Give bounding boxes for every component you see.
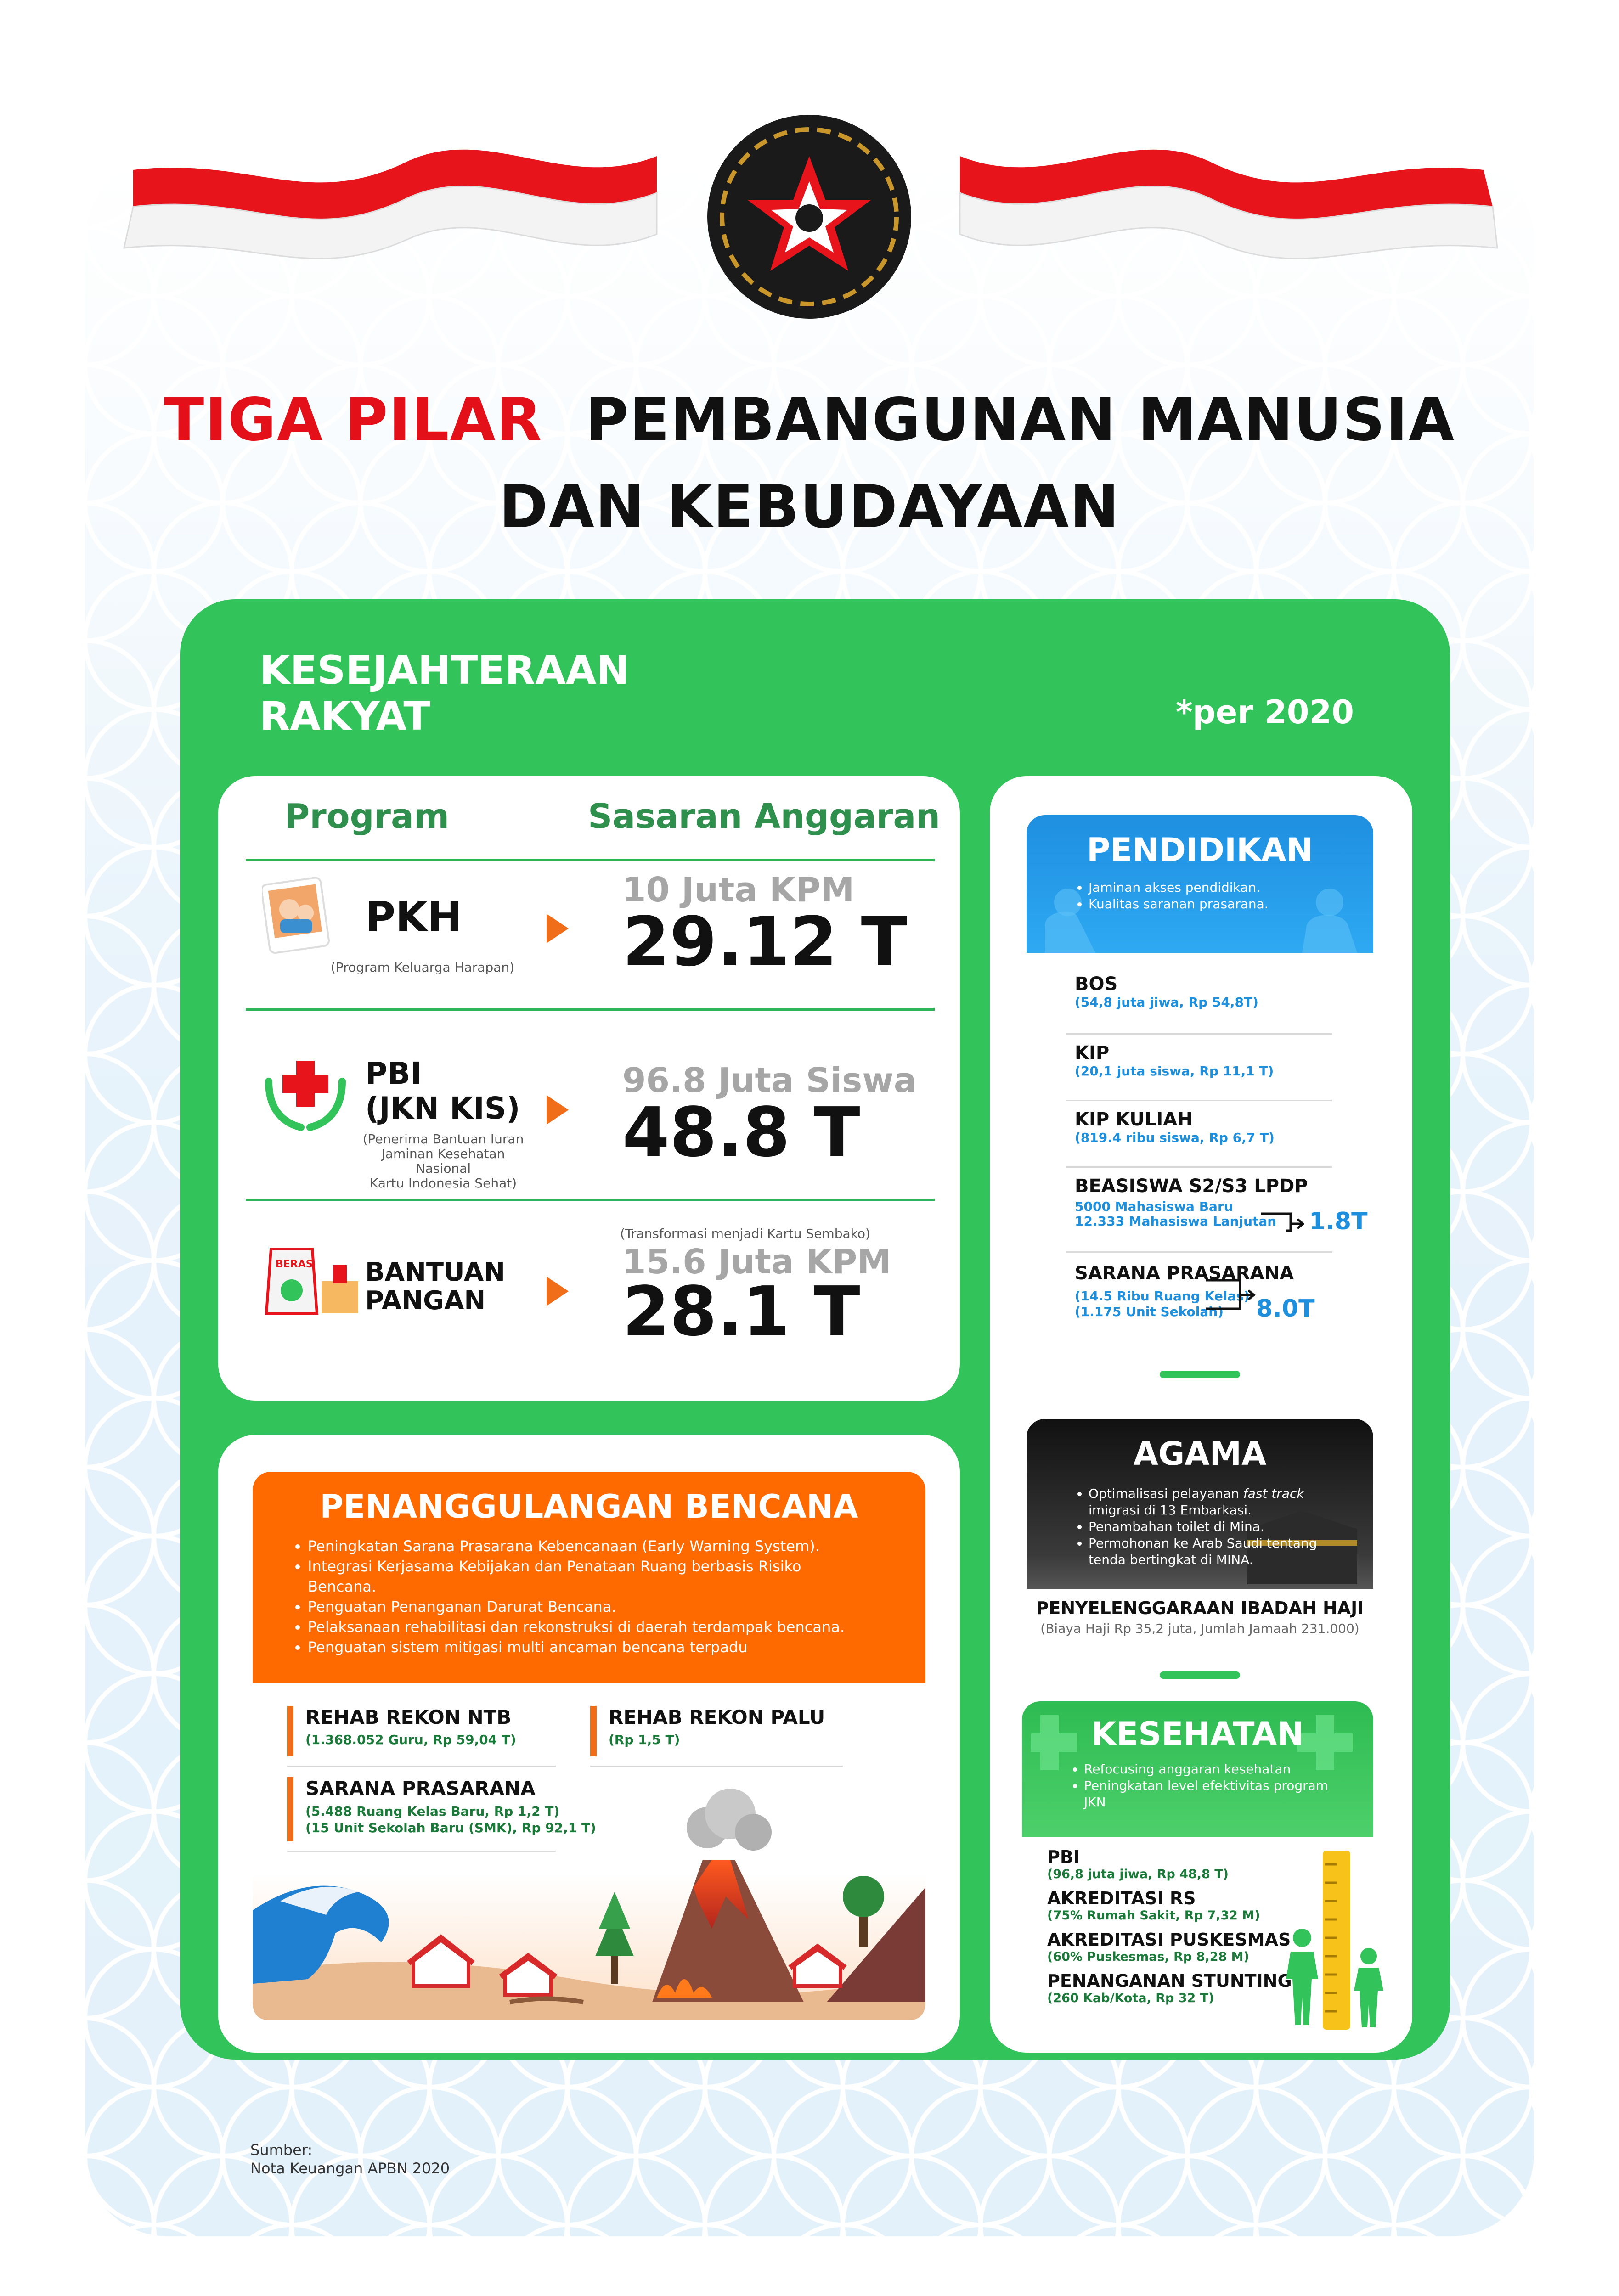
bencana-bullet: • Penguatan Penanganan Darurat Bencana. [308,1597,925,1617]
height-ruler-kids-icon [1281,1851,1387,2030]
table-divider [246,859,935,861]
bencana-bullet-line1: Integrasi Kerjasama Kebijakan dan Penataan Ruang berbasis Risiko [308,1558,801,1575]
government-emblem [705,113,914,321]
row-pbi-name-line2: (JKN KIS) [365,1091,520,1126]
section-title [259,647,629,739]
row-pbi-sub-line2: Jaminan Kesehatan Nasional [381,1146,505,1176]
source-text: Nota Keuangan APBN 2020 [250,2160,450,2177]
item-title: KIP KULIAH [1075,1109,1193,1130]
bencana-title: PENANGGULANGAN BENCANA [320,1488,858,1525]
sarana-value: 8.0T [1256,1295,1315,1322]
row-pkh-value: 29.12 T [622,902,908,981]
divider [1066,1251,1332,1253]
row-pbi-name-line1: PBI [365,1056,422,1091]
kesehatan-items [1047,1848,1292,2007]
item-sub-line1: (5.488 Ruang Kelas Baru, Rp 1,2 T) [305,1804,560,1819]
row-pangan-value: 28.1 T [622,1272,860,1351]
item-title: REHAB REKON PALU [609,1706,825,1728]
bencana-item-ntb [305,1706,516,1747]
item-sub: (20,1 juta siswa, Rp 11,1 T) [1075,1064,1274,1079]
item-sub: (260 Kab/Kota, Rp 32 T) [1047,1991,1214,2005]
col-target-header: Sasaran Anggaran [588,797,941,836]
section-title-line1: KESEJAHTERAAN [259,647,630,693]
agama-header [1027,1419,1373,1589]
row-pangan-name-line1: BANTUAN [365,1257,506,1287]
agama-bullet: • Penambahan toilet di Mina. [1089,1519,1364,1535]
kesehatan-title: KESEHATAN [1091,1715,1304,1753]
bracket-arrow-icon [1258,1210,1304,1238]
item-sub-line2: 12.333 Mahasiswa Lanjutan [1075,1214,1277,1229]
agama-bullet1-em: fast track [1243,1486,1304,1501]
item-title: KIP [1075,1042,1110,1064]
item-sub-line2: (1.175 Unit Sekolah) [1075,1304,1224,1319]
row-pangan-name [365,1258,505,1315]
agama-bullet3-a: Permohonan ke Arab Saudi tentang [1089,1536,1317,1551]
kesehatan-bullet2-a: Peningkatan level efektivitas program [1084,1778,1329,1793]
health-hands-icon [264,1054,347,1132]
item-sub: (819.4 ribu siswa, Rp 6,7 T) [1075,1130,1275,1145]
row-pkh-name: PKH [365,893,463,941]
item-sub: (96,8 juta jiwa, Rp 48,8 T) [1047,1867,1229,1881]
agama-bullet1-b: imigrasi di 13 Embarkasi. [1089,1503,1252,1518]
item-title: REHAB REKON NTB [305,1706,512,1728]
kesehatan-bullet [1084,1778,1369,1811]
row-pbi-target: 96.8 Juta Siswa [622,1061,917,1100]
pendidikan-bullet: • Kualitas saranan prasarana. [1089,896,1269,912]
item-title: PENANGANAN STUNTING [1047,1971,1292,1991]
bencana-bullet: • Penguatan sistem mitigasi multi ancaman bencana terpadu [308,1637,925,1657]
family-photo-icon [262,877,331,955]
item-sub: (75% Rumah Sakit, Rp 7,32 M) [1047,1908,1260,1923]
pendidikan-header [1027,815,1373,953]
agama-bullet1-a: Optimalisasi pelayanan [1089,1486,1243,1501]
item-sub: (54,8 juta jiwa, Rp 54,8T) [1075,995,1258,1010]
row-pbi-arrow-icon [547,1095,569,1125]
col-program-header: Program [285,797,450,836]
table-divider [246,1199,935,1201]
bencana-header [253,1472,925,1683]
bencana-bullet: • Peningkatan Sarana Prasarana Kebencanaan (Early Warning System). [308,1536,925,1556]
kesehatan-bullet: • Refocusing anggaran kesehatan [1084,1761,1369,1778]
divider [1066,1100,1332,1101]
pendidikan-item-bos [1075,974,1258,1010]
pendidikan-bullets [1070,879,1269,912]
divider [287,1766,556,1767]
source [250,2141,450,2178]
page-title-line2: DAN KEBUDAYAAN [499,473,1120,541]
title-black: PEMBANGUNAN MANUSIA [585,386,1455,454]
kesehatan-bullet2-b: JKN [1084,1795,1106,1810]
agama-title: AGAMA [1133,1435,1267,1473]
bencana-bullets [289,1536,925,1657]
item-title: BOS [1075,974,1118,995]
kesehatan-header [1022,1701,1373,1837]
item-title: BEASISWA S2/S3 LPDP [1075,1176,1308,1197]
pendidikan-title: PENDIDIKAN [1086,831,1313,869]
bencana-bullet: • Pelaksanaan rehabilitasi dan rekonstruksi di daerah terdampak bencana. [308,1617,925,1637]
pendidikan-bullet: • Jaminan akses pendidikan. [1089,879,1269,896]
accent-bar [590,1706,597,1756]
row-pbi-sub [356,1132,530,1191]
title-red: TIGA PILAR [164,386,543,454]
bencana-bullet [308,1556,925,1597]
row-pangan-note: (Transformasi menjadi Kartu Sembako) [620,1226,870,1241]
agama-footer-title: PENYELENGGARAAN IBADAH HAJI [1036,1598,1364,1618]
accent-bar [287,1706,293,1756]
item-sub-line2: (15 Unit Sekolah Baru (SMK), Rp 92,1 T) [305,1820,596,1835]
agama-footer-sub: (Biaya Haji Rp 35,2 juta, Jumlah Jamaah 231.000) [1040,1621,1360,1636]
item-sub: (Rp 1,5 T) [609,1732,680,1747]
item-title: AKREDITASI PUSKESMAS [1047,1930,1291,1950]
agama-bullet [1089,1486,1364,1519]
item-sub: (1.368.052 Guru, Rp 59,04 T) [305,1732,516,1747]
item-title: AKREDITASI RS [1047,1888,1196,1908]
row-pbi-name [365,1056,520,1126]
row-pkh-sub: (Program Keluarga Harapan) [330,960,515,975]
divider [590,1766,843,1767]
bencana-bullet-line2: Bencana. [308,1578,377,1595]
item-title: SARANA PRASARANA [305,1777,536,1800]
kesehatan-bullets [1066,1761,1369,1811]
per-2020-note: *per 2020 [1176,693,1354,731]
item-sub-line1: (14.5 Ribu Ruang Kelas) [1075,1289,1250,1304]
row-pbi-value: 48.8 T [622,1093,860,1172]
bencana-item-palu [609,1706,825,1747]
section-title-line2: RAKYAT [259,693,431,739]
row-pangan-arrow-icon [547,1277,569,1306]
separator-pill [1160,1671,1240,1679]
table-divider [246,1008,935,1011]
page-title [0,386,1619,454]
disaster-illustration [253,1782,925,2020]
row-pkh-arrow-icon [547,914,569,943]
item-title: SARANA PRASARANA [1075,1263,1294,1284]
item-sub: (60% Puskesmas, Rp 8,28 M) [1047,1950,1249,1964]
divider [1066,1166,1332,1168]
lpdp-value: 1.8T [1309,1208,1368,1235]
agama-bullets [1070,1486,1364,1568]
pendidikan-item-kip [1075,1042,1274,1079]
item-sub-line1: 5000 Mahasiswa Baru [1075,1199,1233,1214]
row-pkh-target: 10 Juta KPM [622,870,855,910]
divider [1066,1033,1332,1035]
agama-bullet3-b: tenda bertingkat di MINA. [1089,1552,1253,1567]
agama-bullet [1089,1535,1364,1568]
item-title: PBI [1047,1847,1080,1867]
row-pbi-sub-line1: (Penerima Bantuan Iuran [362,1131,524,1147]
separator-pill [1160,1371,1240,1378]
row-pangan-target: 15.6 Juta KPM [622,1242,891,1282]
rice-sack-label: BERAS [276,1259,313,1270]
rice-sack-icon [262,1240,363,1318]
pendidikan-item-kip-kuliah [1075,1109,1275,1145]
bracket-arrow-icon [1203,1277,1256,1313]
row-pbi-sub-line3: Kartu Indonesia Sehat) [369,1176,517,1191]
row-pangan-name-line2: PANGAN [365,1286,486,1316]
source-label: Sumber: [250,2141,313,2159]
